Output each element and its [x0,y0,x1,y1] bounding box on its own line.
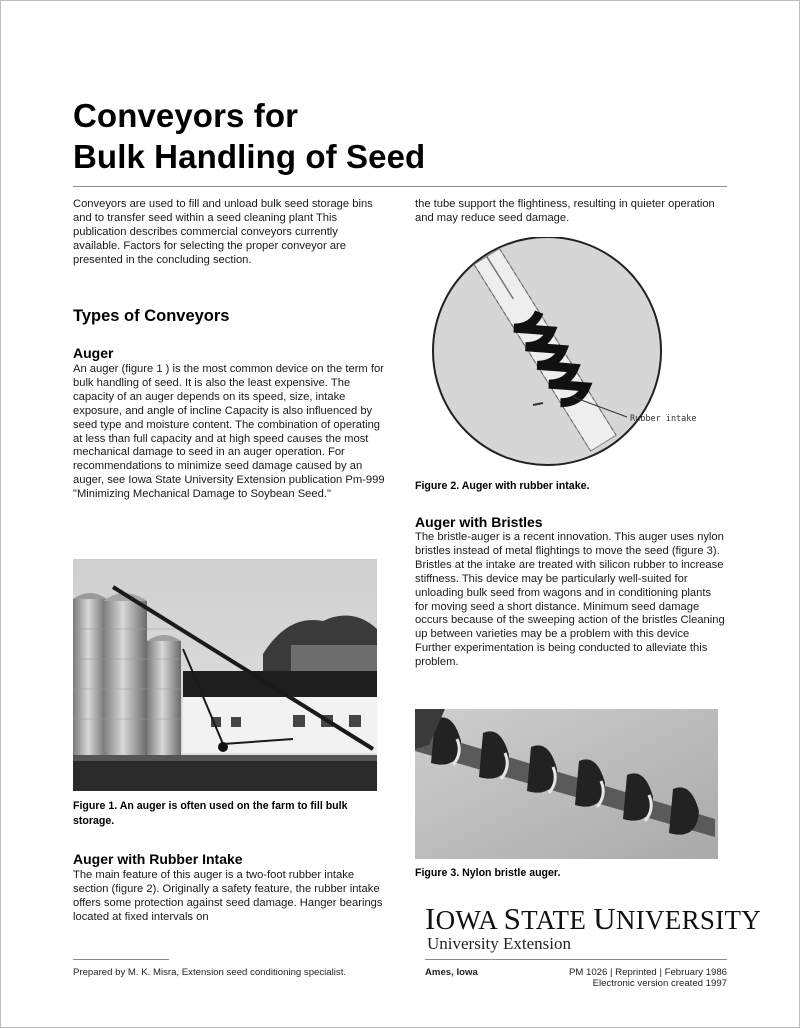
bristles-heading: Auger with Bristles [415,514,543,530]
intro-paragraph: Conveyors are used to fill and unload bulk seed storage bins and to transfer seed within a seed cleaning plant This publication describes commercial conveyors currently available. Factors for selecting the proper conveyor are presented in the concluding section. [73,198,373,266]
rubber-intake-illustration [415,237,727,471]
figure3-photo [415,709,718,859]
bristles-paragraph: The bristle-auger is a recent innovation. This auger uses nylon bristles instead of metal flightings to move the seed (figure 3). Bristles at the intake are treated with silicon rubber to increase stiffness. This device may be particularly well-suited for unloading bulk seed from wagons and in conditioning plants for moving seed a short distance. Minimum seed damage occurs because of the sweeping action of the bristles Cleaning up between varieties may be a problem with this device Further experimentation is being conducted to alleviate this problem. [415,531,725,669]
figure1-photo [73,559,377,791]
auger-farm-image [73,559,377,791]
footer-rule-left [73,959,169,960]
title-rule [73,186,727,187]
section-heading-types: Types of Conveyors [73,307,230,325]
rubber-intake-continued-block [415,198,727,226]
location: Ames, Iowa [425,967,478,978]
university-wordmark: IOWA STATE UNIVERSITY [425,901,762,936]
figure2-diagram [415,237,727,471]
footer-rule-right [425,959,727,960]
bristle-auger-image [415,709,718,859]
figure2-caption: Figure 2. Auger with rubber intake. [415,480,590,492]
figure3-caption: Figure 3. Nylon bristle auger. [415,867,561,879]
prepared-by: Prepared by M. K. Misra, Extension seed conditioning specialist. [73,967,347,978]
university-extension: University Extension [427,934,572,953]
rubber-intake-label: Rubber intake [630,414,697,424]
auger-paragraph: An auger (figure 1 ) is the most common device on the term for bulk handling of seed. It is also the least expensive. The capacity of an auger depends on its speed, size, intake exposure, and angle of incline Capacity is also influenced by seed type and moisture content. The combination of operating at less than full capacity and at high speed causes the most mechanical damage to seed in an auger operation. For recommendations to minimize seed damage caused by an auger, see Iowa State University Extension publication Pm-999 "Minimizing Mechanical Damage to Soybean Seed." [73,363,385,501]
auger-block [73,363,385,502]
rubber-intake-continued: the tube support the flightiness, resulting in quieter operation and may reduce seed damage. [415,198,715,224]
page-title [73,95,425,177]
bristles-block [415,531,727,670]
publication-info: PM 1026 | Reprinted | February 1986 [568,967,727,978]
title-line-2: Bulk Handling of Seed [73,138,426,175]
rubber-intake-block [73,869,385,925]
auger-heading: Auger [73,345,114,361]
intro-block [73,198,385,268]
rubber-intake-heading: Auger with Rubber Intake [73,851,243,867]
title-line-1: Conveyors for [73,97,299,134]
figure1-caption: Figure 1. An auger is often used on the farm to fill bulk storage. [73,800,348,827]
electronic-version: Electronic version created 1997 [592,978,727,989]
rubber-intake-paragraph: The main feature of this auger is a two-foot rubber intake section (figure 2). Originally a safety feature, the rubber intake offers some protection against seed damage. Hanger bearings located at fixed intervals on [73,869,383,923]
